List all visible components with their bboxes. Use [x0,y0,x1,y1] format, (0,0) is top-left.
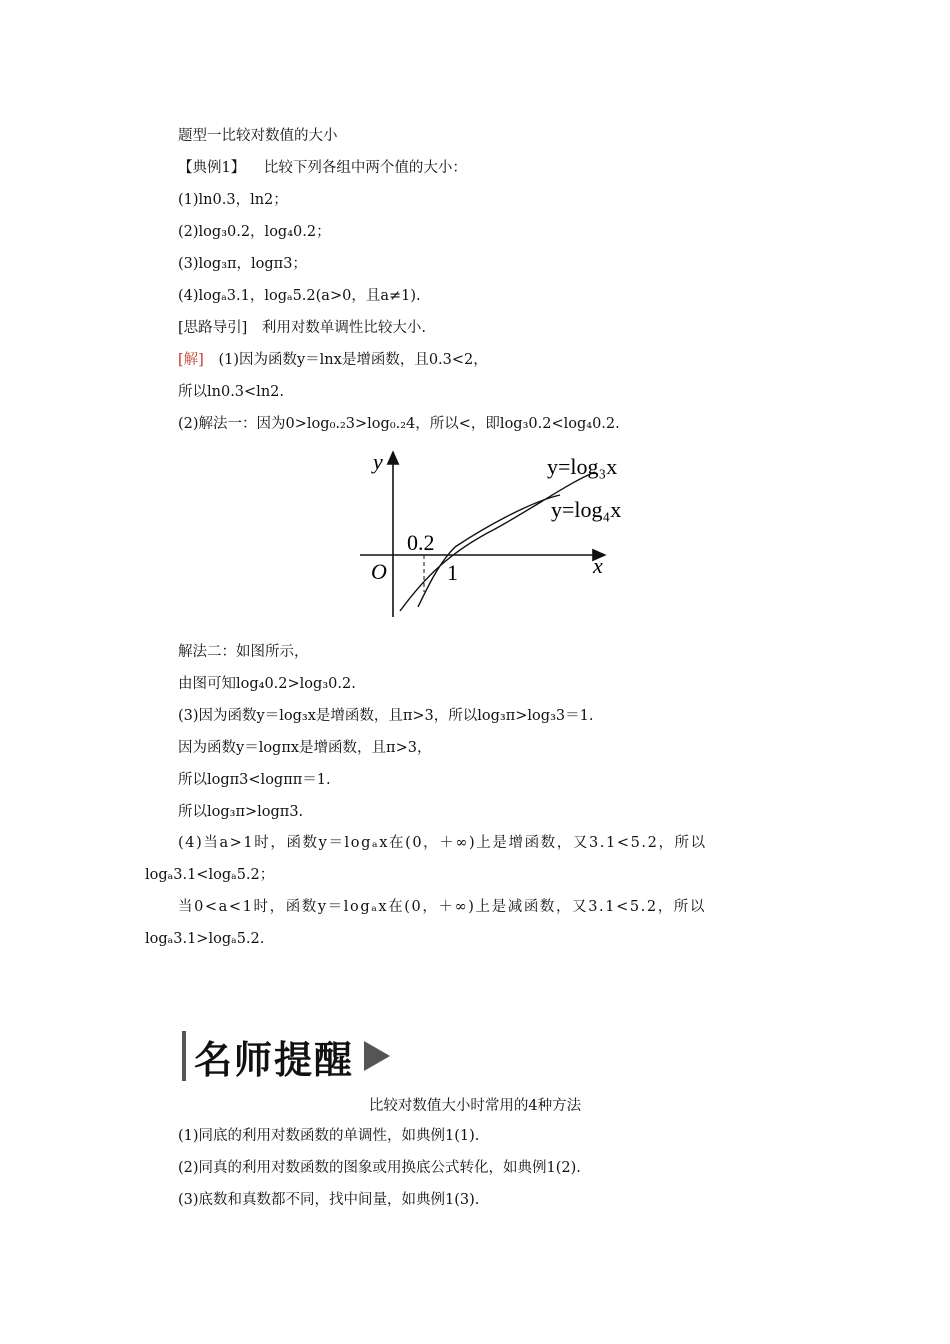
example-item-3: (3)log₃π，logπ3； [178,256,307,272]
hint-line: [思路导引] 利用对数单调性比较大小. [178,320,426,336]
solution-2b: 解法二：如图所示， [178,644,309,660]
solution-4d: logₐ3.1>logₐ5.2. [145,931,265,947]
example-line [178,158,467,178]
x-axis-label: x [593,553,603,578]
example-label: 【典例1】 [178,160,246,176]
tick-one-label: 1 [447,560,458,585]
solution-1b: 所以ln0.3<ln2. [178,384,284,400]
solution-2c: 由图可知log₄0.2>log₃0.2. [178,676,356,692]
solution-3c: 所以logπ3<logππ＝1. [178,772,331,788]
solution-3d: 所以log₃π>logπ3. [178,804,304,820]
solution-4b: logₐ3.1<logₐ5.2； [145,867,275,883]
tip-bar [182,1031,186,1081]
solution-4c: 当0<a<1时，函数y＝logₐx在(0，＋∞)上是减函数，又3.1<5.2，所以 [178,899,706,915]
tip-banner [182,1030,390,1082]
tip-item-3: (3)底数和真数都不同，找中间量，如典例1(3). [178,1192,480,1208]
curve2-label: y=log₄x [551,497,622,522]
triangle-right-icon [364,1041,390,1071]
section-heading: 题型一比较对数值的大小 [178,128,338,144]
tip-item-2: (2)同真的利用对数函数的图象或用换底公式转化，如典例1(2). [178,1160,581,1176]
example-item-1: (1)ln0.3，ln2； [178,192,288,208]
tip-subtitle: 比较对数值大小时常用的4种方法 [368,1098,582,1114]
solution-3a: (3)因为函数y＝log₃x是增函数，且π>3，所以log₃π>log₃3＝1. [178,708,594,724]
solution-tag: [解] [178,352,204,368]
solution-3b: 因为函数y＝logπx是增函数，且π>3， [178,740,432,756]
example-item-4: (4)logₐ3.1，logₐ5.2(a>0，且a≠1). [178,288,421,304]
y-axis-label: y [373,449,383,474]
tick-02-label: 0.2 [407,530,435,555]
origin-label: O [371,559,387,584]
example-prompt: 比较下列各组中两个值的大小： [263,160,467,176]
curve1-label: y=log₃x [547,454,618,479]
solution-1a [178,350,488,370]
tip-item-1: (1)同底的利用对数函数的单调性，如典例1(1). [178,1128,480,1144]
curve-log4 [418,495,560,607]
solution-4a: (4)当a>1时，函数y＝logₐx在(0，＋∞)上是增函数，又3.1<5.2，所以 [178,835,707,851]
example-item-2: (2)log₃0.2，log₄0.2； [178,224,331,240]
tip-title: 名师提醒 [194,1037,355,1082]
solution-2a: (2)解法一：因为0>log₀.₂3>log₀.₂4，所以<，即log₃0.2<log₄0.2. [178,416,620,432]
solution-1a-text: (1)因为函数y＝lnx是增函数，且0.3<2， [218,352,488,368]
log-graph [355,447,645,622]
